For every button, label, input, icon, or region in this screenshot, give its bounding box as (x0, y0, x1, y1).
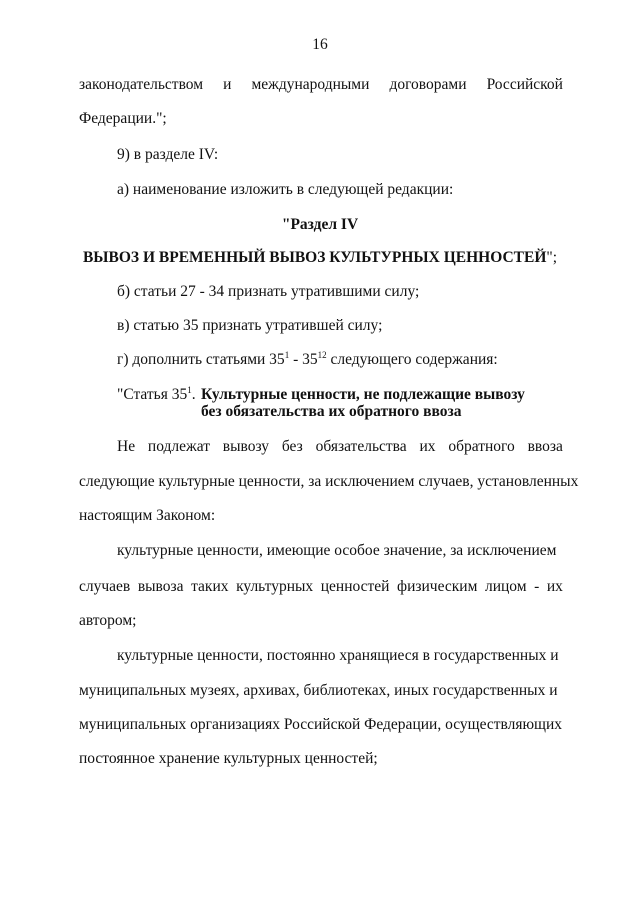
word: вывозу (222, 438, 270, 455)
item-g-after: следующего содержания: (326, 351, 498, 368)
item-g (117, 351, 498, 369)
word: и (223, 76, 232, 93)
word: законодательством (79, 76, 204, 93)
paragraph-3-line-2 (79, 578, 563, 596)
paragraph-2-line-2: следующие культурные ценности, за исключением случаев, установленных (79, 473, 579, 490)
article-title-line-1: Культурные ценности, не подлежащие вывозу (201, 386, 525, 403)
word: случаев (79, 578, 131, 595)
word: без (281, 438, 303, 455)
section-heading: "Раздел IV (281, 216, 359, 233)
word: международными (251, 76, 370, 93)
paragraph-3-line-1: культурные ценности, имеющие особое значение, за исключением (117, 542, 557, 559)
word: культурных (236, 578, 314, 595)
item-g-sup1: 1 (284, 350, 290, 360)
word: вывоза (137, 578, 184, 595)
paragraph-1-line-2: Федерации."; (79, 110, 167, 127)
paragraph-4-line-4: постоянное хранение культурных ценностей; (79, 750, 378, 767)
word: подлежат (147, 438, 210, 455)
page-number: 16 (312, 36, 328, 53)
paragraph-4-line-1: культурные ценности, постоянно хранящиеся в государственных и (117, 647, 559, 664)
article-dot: . (191, 386, 196, 403)
item-g-middle: - 35 (289, 351, 318, 368)
section-title-text: ВЫВОЗ И ВРЕМЕННЫЙ ВЫВОЗ КУЛЬТУРНЫХ ЦЕННОСТЕЙ (82, 249, 547, 266)
word: - (534, 578, 540, 595)
section-title-tail: "; (546, 249, 558, 266)
section-title (0, 249, 640, 267)
paragraph-2-line-3: настоящим Законом: (79, 507, 216, 524)
word: их (546, 578, 563, 595)
word: Не (117, 438, 136, 455)
item-a: а) наименование изложить в следующей редакции: (117, 181, 454, 198)
item-v: в) статью 35 признать утратившей силу; (117, 317, 383, 334)
word: обратного (448, 438, 515, 455)
word: обязательства (315, 438, 407, 455)
article-prefix-text: "Статья 35 (117, 386, 188, 403)
article-prefix (117, 386, 196, 404)
article-sup: 1 (187, 385, 192, 395)
item-9: 9) в разделе IV: (117, 146, 219, 163)
word: ценностей (320, 578, 390, 595)
item-g-before: г) дополнить статьями 35 (117, 351, 285, 368)
item-b: б) статьи 27 - 34 признать утратившими силу; (117, 283, 420, 300)
word: ввоза (527, 438, 563, 455)
word: лицом (484, 578, 527, 595)
paragraph-2-line-1 (117, 438, 563, 456)
word: их (419, 438, 436, 455)
article-title-line-2: без обязательства их обратного ввоза (201, 403, 462, 420)
word: Российской (486, 76, 563, 93)
paragraph-4-line-2: муниципальных музеях, архивах, библиотеках, иных государственных и (79, 682, 558, 699)
word: таких (191, 578, 229, 595)
paragraph-3-line-3: автором; (79, 612, 137, 629)
word: физическим (397, 578, 478, 595)
word: договорами (389, 76, 467, 93)
paragraph-1-line-1 (79, 76, 563, 94)
paragraph-4-line-3: муниципальных организациях Российской Федерации, осуществляющих (79, 716, 563, 733)
item-g-sup2: 12 (317, 350, 327, 360)
